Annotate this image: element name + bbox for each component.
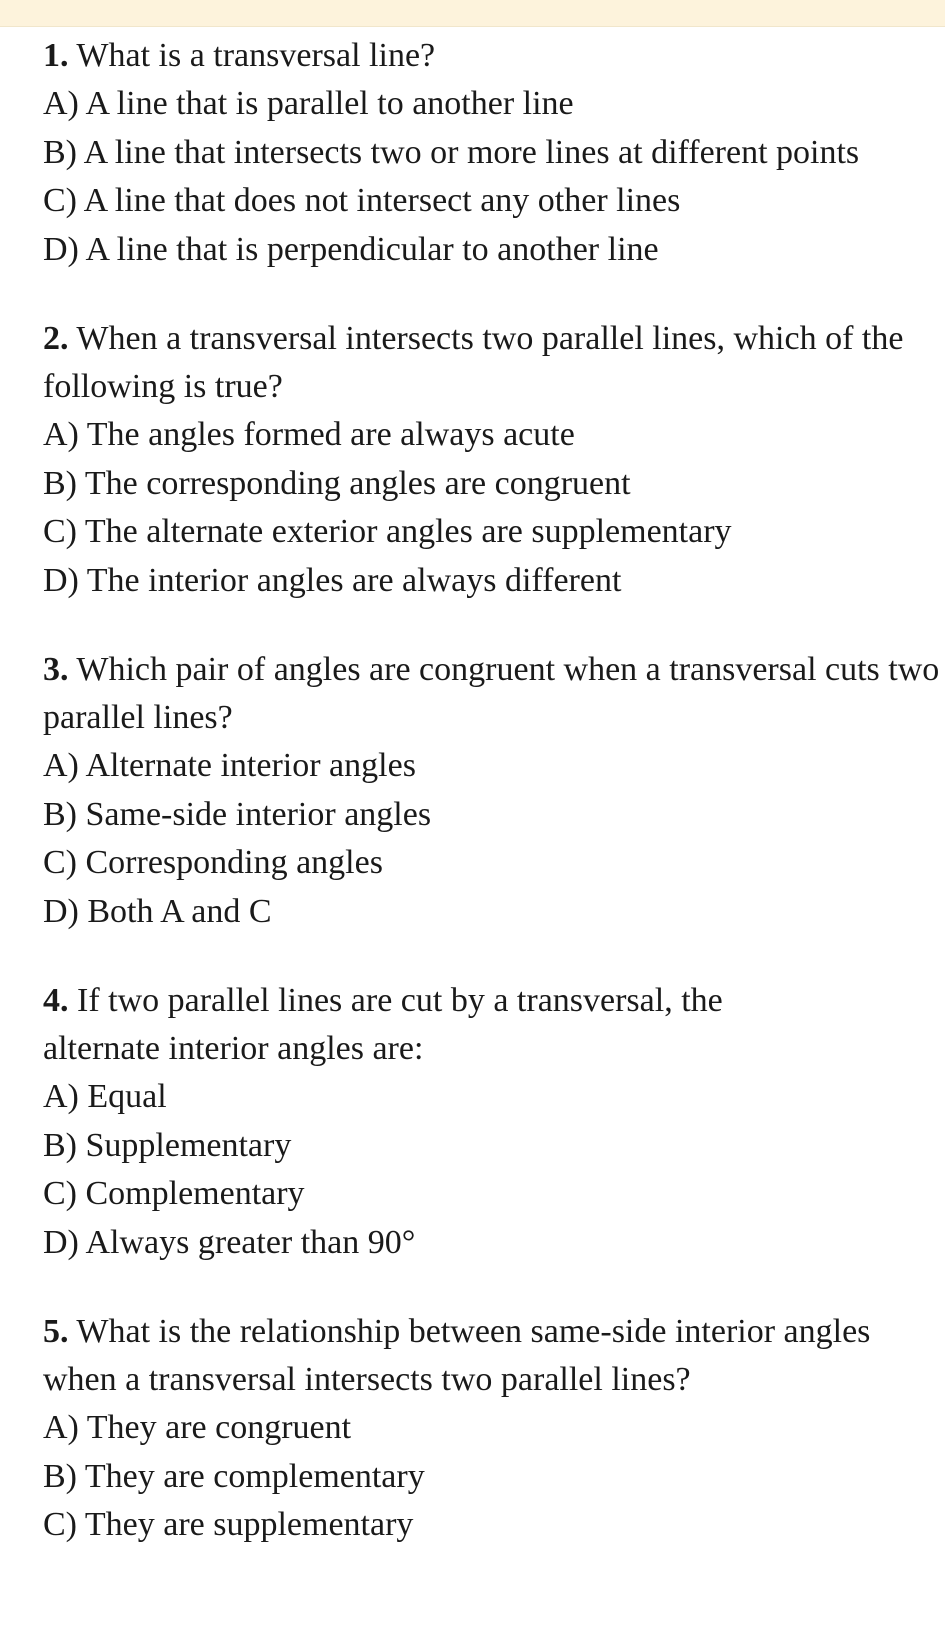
option-d[interactable]: D) Always greater than 90°: [43, 1223, 416, 1261]
question-prompt: What is the relationship between same-side interior angles when a transversal intersects two parallel lines?: [43, 1313, 871, 1398]
option-b[interactable]: B) Same-side interior angles: [43, 795, 432, 833]
question-4: [43, 977, 943, 1267]
option-a[interactable]: A) A line that is parallel to another line: [43, 85, 574, 122]
question-number: 5.: [43, 1313, 69, 1350]
top-banner-strip: [0, 0, 945, 27]
option-c[interactable]: C) Complementary: [43, 1175, 305, 1212]
option-a[interactable]: A) Alternate interior angles: [43, 747, 416, 784]
question-text: [43, 315, 943, 411]
question-text: [43, 32, 943, 80]
question-prompt: What is a transversal line?: [68, 37, 436, 74]
option-b[interactable]: B) A line that intersects two or more lines at different points: [43, 133, 860, 171]
option-a[interactable]: A) The angles formed are always acute: [43, 416, 575, 453]
question-prompt: Which pair of angles are congruent when a transversal cuts two parallel lines?: [43, 651, 940, 736]
option-d[interactable]: D) Both A and C: [43, 892, 272, 930]
question-1: [43, 32, 943, 274]
question-number: 2.: [43, 320, 69, 357]
question-3: [43, 646, 943, 936]
option-c[interactable]: C) Corresponding angles: [43, 844, 383, 881]
option-d[interactable]: D) The interior angles are always different: [43, 561, 622, 599]
option-b[interactable]: B) They are complementary: [43, 1457, 425, 1495]
question-5: [43, 1308, 943, 1550]
option-c[interactable]: C) They are supplementary: [43, 1506, 414, 1543]
question-text: [43, 1308, 903, 1404]
question-2: [43, 315, 943, 605]
option-b[interactable]: B) The corresponding angles are congruent: [43, 464, 631, 502]
option-a[interactable]: A) Equal: [43, 1078, 167, 1115]
option-c[interactable]: C) A line that does not intersect any other lines: [43, 182, 681, 219]
question-number: 1.: [43, 37, 69, 74]
option-d[interactable]: D) A line that is perpendicular to another line: [43, 230, 659, 268]
question-number: 4.: [43, 982, 69, 1019]
option-b[interactable]: B) Supplementary: [43, 1126, 292, 1164]
option-a[interactable]: A) They are congruent: [43, 1409, 352, 1446]
question-prompt: When a transversal intersects two parallel lines, which of the following is true?: [43, 320, 904, 405]
question-text: [43, 646, 943, 742]
question-prompt: If two parallel lines are cut by a transversal, the alternate interior angles are:: [43, 982, 723, 1067]
option-c[interactable]: C) The alternate exterior angles are supplementary: [43, 513, 732, 550]
question-number: 3.: [43, 651, 69, 688]
question-text: [43, 977, 843, 1073]
quiz-content: [43, 32, 943, 1591]
